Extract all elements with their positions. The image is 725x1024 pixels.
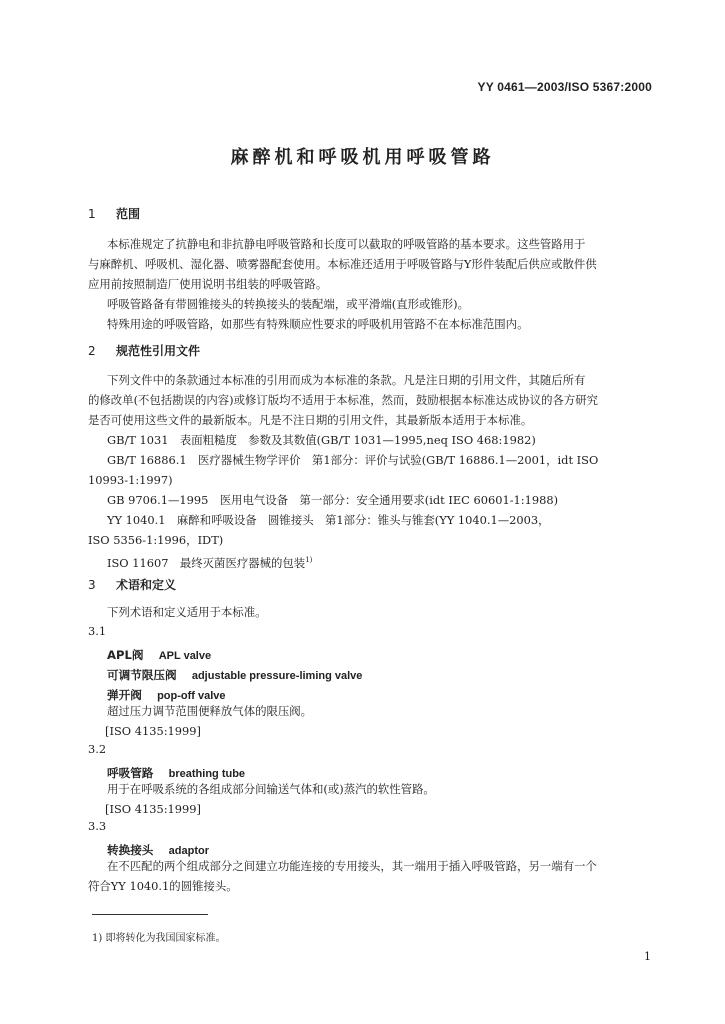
- term-zh: 弹开阀: [107, 688, 142, 702]
- footnote-marker: 1): [305, 556, 313, 564]
- s2-paragraph-line-3: 是否可使用这些文件的最新版本。凡是不注日期的引用文件，其最新版本适用于本标准。: [88, 413, 533, 427]
- term-zh: 呼吸管路: [107, 766, 154, 780]
- term-en: adjustable pressure-liming valve: [191, 670, 363, 682]
- s3-intro: 下列术语和定义适用于本标准。: [107, 605, 267, 619]
- term-en: APL valve: [158, 650, 212, 662]
- s2-paragraph-line-2: 的修改单(不包括勘误的内容)或修订版均不适用于本标准，然而，鼓励根据本标准达成协议的各方研究: [88, 393, 599, 407]
- s1-paragraph-1-line-2: 与麻醉机、呼吸机、湿化器、喷雾器配套使用。本标准还适用于呼吸管路与Y形件装配后供应或散件供: [88, 257, 597, 271]
- reference-gb-9706: GB 9706.1—1995 医用电气设备 第一部分：安全通用要求(idt IEC 60601-1:1988): [107, 493, 559, 507]
- term-en: adaptor: [168, 845, 209, 857]
- page-number: 1: [644, 950, 651, 963]
- reference-gb-t-16886-line-2: 10993-1:1997): [88, 473, 173, 487]
- page-title: 麻醉机和呼吸机用呼吸管路: [230, 147, 495, 168]
- term-3-1-source: [ISO 4135:1999]: [105, 724, 201, 738]
- s1-paragraph-2: 呼吸管路备有带圆锥接头的转换接头的装配端，或平滑端(直形或锥形)。: [107, 297, 469, 311]
- section-3-heading: [88, 576, 176, 593]
- section-number: 1: [88, 207, 96, 221]
- term-3-3-definition-line-1: 在不匹配的两个组成部分之间建立功能连接的专用接头，其一端用于插入呼吸管路，另一端有一个: [107, 859, 597, 873]
- s2-paragraph-line-1: 下列文件中的条款通过本标准的引用而成为本标准的条款。凡是注日期的引用文件，其随后所有: [107, 373, 586, 387]
- section-number: 2: [88, 344, 96, 358]
- reference-yy-1040-line-1: YY 1040.1 麻醉和呼吸设备 圆锥接头 第1部分：锥头与锥套(YY 1040.1—2003，: [107, 513, 550, 527]
- s1-paragraph-1-line-1: 本标准规定了抗静电和非抗静电呼吸管路和长度可以截取的呼吸管路的基本要求。这些管路用于: [107, 237, 586, 251]
- section-number: 3: [88, 578, 96, 592]
- s1-paragraph-1-line-3: 应用前按照制造厂使用说明书组装的呼吸管路。: [88, 277, 328, 291]
- reference-yy-1040-line-2: ISO 5356-1:1996，IDT): [88, 533, 224, 547]
- term-zh: 转换接头: [107, 843, 154, 857]
- term-3-1-number: 3.1: [88, 624, 107, 638]
- term-zh: 可调节限压阀: [107, 668, 177, 682]
- section-2-heading: [88, 342, 200, 359]
- term-3-1-name-1: [107, 644, 211, 663]
- term-3-2-definition: 用于在呼吸系统的各组成部分间输送气体和(或)蒸汽的软性管路。: [107, 782, 435, 796]
- s1-paragraph-3: 特殊用途的呼吸管路，如那些有特殊顺应性要求的呼吸机用管路不在本标准范围内。: [107, 317, 529, 331]
- section-title: 术语和定义: [116, 578, 177, 592]
- term-3-3-number: 3.3: [88, 819, 107, 833]
- term-zh: APL阀: [107, 648, 144, 662]
- section-title: 范围: [116, 207, 141, 221]
- section-1-heading: [88, 205, 140, 222]
- term-3-2-source: [ISO 4135:1999]: [105, 802, 201, 816]
- term-3-2-number: 3.2: [88, 742, 107, 756]
- standard-code: YY 0461—2003/ISO 5367:2000: [477, 80, 652, 94]
- reference-iso-11607: [107, 550, 312, 573]
- term-en: pop-off valve: [157, 690, 226, 702]
- section-title: 规范性引用文件: [116, 344, 201, 358]
- term-3-3-definition-line-2: 符合YY 1040.1的圆锥接头。: [88, 879, 238, 893]
- footnote: 1) 即将转化为我国国家标准。: [92, 933, 226, 944]
- reference-gb-t-16886-line-1: GB/T 16886.1 医疗器械生物学评价 第1部分：评价与试验(GB/T 16886.1—2001，idt ISO: [107, 453, 599, 467]
- term-en: breathing tube: [168, 768, 246, 780]
- term-3-1-name-2: [107, 664, 362, 683]
- term-3-1-definition: 超过压力调节范围便释放气体的限压阀。: [107, 704, 313, 718]
- footnote-divider: [92, 914, 208, 915]
- reference-gb-t-1031: GB/T 1031 表面粗糙度 参数及其数值(GB/T 1031—1995,neq ISO 468:1982): [107, 433, 536, 447]
- reference-text: ISO 11607 最终灭菌医疗器械的包装: [107, 555, 306, 570]
